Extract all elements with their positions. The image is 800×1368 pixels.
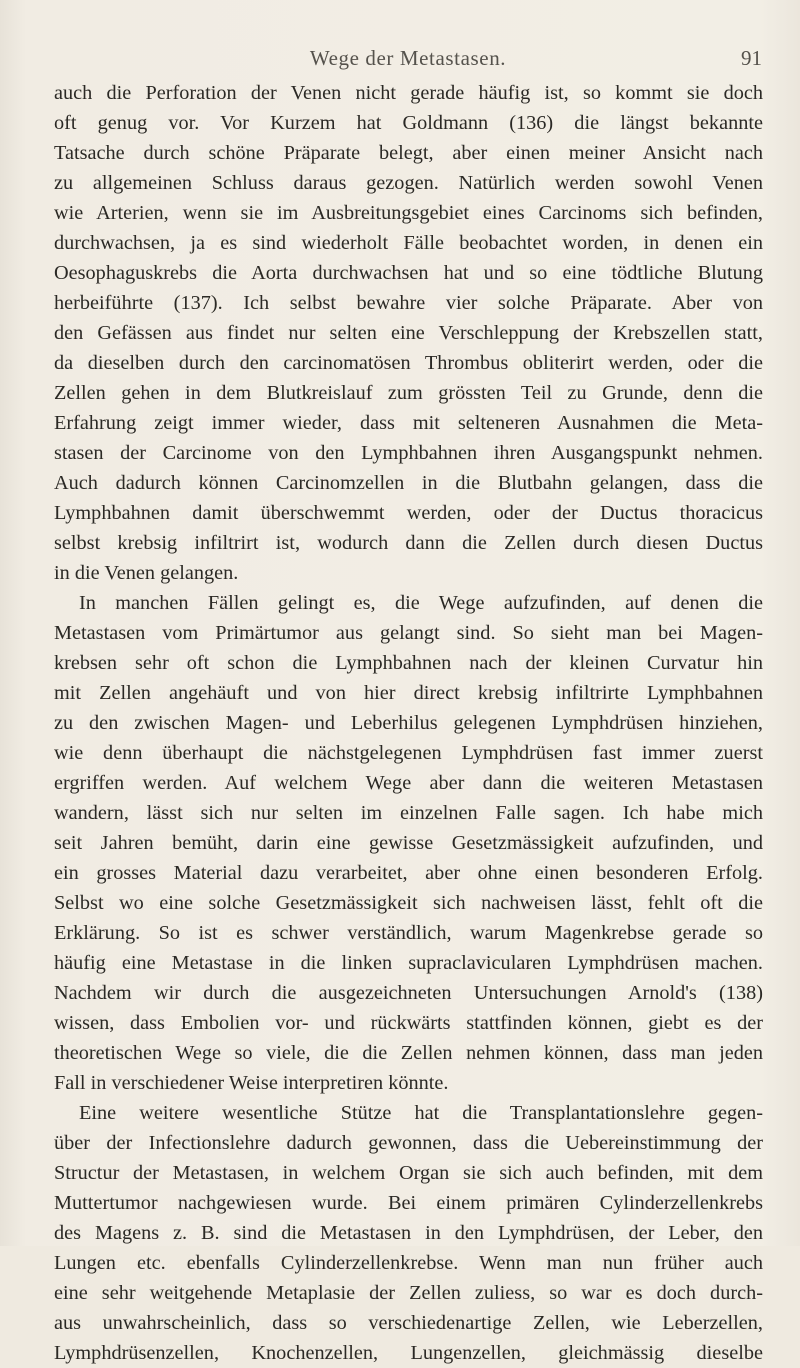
paragraph-start-line: In manchen Fällen gelingt es, die Wege aufzufinden, auf denen die: [79, 592, 763, 614]
text-line: seit Jahren bemüht, darin eine gewisse Gesetzmässigkeit aufzufinden, und: [54, 832, 763, 854]
text-line: herbeiführte (137). Ich selbst bewahre vier solche Präparate. Aber von: [54, 292, 763, 314]
text-line: durchwachsen, ja es sind wiederholt Fälle beobachtet worden, in denen ein: [54, 232, 763, 254]
text-line: wandern, lässt sich nur selten im einzelnen Falle sagen. Ich habe mich: [54, 802, 763, 824]
text-line: ein grosses Material dazu verarbeitet, aber ohne einen besonderen Erfolg.: [54, 862, 763, 884]
text-line: Tatsache durch schöne Präparate belegt, aber einen meiner Ansicht nach: [54, 142, 763, 164]
text-line: in die Venen gelangen.: [54, 562, 239, 584]
text-line: Erklärung. So ist es schwer verständlich, warum Magenkrebse gerade so: [54, 922, 763, 944]
text-line: wie Arterien, wenn sie im Ausbreitungsgebiet eines Carcinoms sich befinden,: [54, 202, 763, 224]
text-line: zu den zwischen Magen- und Leberhilus gelegenen Lymphdrüsen hinziehen,: [54, 712, 763, 734]
text-line: Nachdem wir durch die ausgezeichneten Untersuchungen Arnold's (138): [54, 982, 763, 1004]
text-line: krebsen sehr oft schon die Lymphbahnen nach der kleinen Curvatur hin: [54, 652, 763, 674]
text-line: selbst krebsig infiltrirt ist, wodurch dann die Zellen durch diesen Ductus: [54, 532, 763, 554]
body-text: [54, 78, 763, 1368]
paragraph-start-line: Eine weitere wesentliche Stütze hat die Transplantationslehre gegen-: [79, 1102, 763, 1124]
text-line: Muttertumor nachgewiesen wurde. Bei einem primären Cylinderzellenkrebs: [54, 1192, 763, 1214]
text-line: den Gefässen aus findet nur selten eine Verschleppung der Krebszellen statt,: [54, 322, 763, 344]
text-line: Oesophaguskrebs die Aorta durchwachsen hat und so eine tödtliche Blutung: [54, 262, 763, 284]
text-line: da dieselben durch den carcinomatösen Thrombus obliterirt werden, oder die: [54, 352, 763, 374]
text-line: wissen, dass Embolien vor- und rückwärts stattfinden können, giebt es der: [54, 1012, 763, 1034]
text-line: theoretischen Wege so viele, die die Zellen nehmen können, dass man jeden: [54, 1042, 763, 1064]
text-line: Lymphdrüsenzellen, Knochenzellen, Lungenzellen, gleichmässig dieselbe: [54, 1342, 763, 1364]
text-line: Lungen etc. ebenfalls Cylinderzellenkrebse. Wenn man nun früher auch: [54, 1252, 763, 1274]
page-number: 91: [741, 46, 762, 70]
text-line: oft genug vor. Vor Kurzem hat Goldmann (136) die längst bekannte: [54, 112, 763, 134]
text-line: eine sehr weitgehende Metaplasie der Zellen zuliess, so war es doch durch-: [54, 1282, 763, 1304]
text-line: Metastasen vom Primärtumor aus gelangt sind. So sieht man bei Magen-: [54, 622, 763, 644]
text-line: häufig eine Metastase in die linken supraclavicularen Lymphdrüsen machen.: [54, 952, 763, 974]
text-line: Lymphbahnen damit überschwemmt werden, oder der Ductus thoracicus: [54, 502, 763, 524]
text-line: Auch dadurch können Carcinomzellen in die Blutbahn gelangen, dass die: [54, 472, 763, 494]
text-line: über der Infectionslehre dadurch gewonnen, dass die Uebereinstimmung der: [54, 1132, 763, 1154]
text-line: Zellen gehen in dem Blutkreislauf zum grössten Teil zu Grunde, denn die: [54, 382, 763, 404]
text-line: zu allgemeinen Schluss daraus gezogen. Natürlich werden sowohl Venen: [54, 172, 763, 194]
text-line: Fall in verschiedener Weise interpretiren könnte.: [54, 1072, 449, 1094]
text-line: stasen der Carcinome von den Lymphbahnen ihren Ausgangspunkt nehmen.: [54, 442, 763, 464]
text-line: ergriffen werden. Auf welchem Wege aber dann die weiteren Metastasen: [54, 772, 763, 794]
text-line: Structur der Metastasen, in welchem Organ sie sich auch befinden, mit dem: [54, 1162, 763, 1184]
text-line: mit Zellen angehäuft und von hier direct krebsig infiltrirte Lymphbahnen: [54, 682, 763, 704]
text-line: Selbst wo eine solche Gesetzmässigkeit sich nachweisen lässt, fehlt oft die: [54, 892, 763, 914]
text-line: des Magens z. B. sind die Metastasen in den Lymphdrüsen, der Leber, den: [54, 1222, 763, 1244]
text-line: aus unwahrscheinlich, dass so verschiedenartige Zellen, wie Leberzellen,: [54, 1312, 763, 1334]
text-line: auch die Perforation der Venen nicht gerade häufig ist, so kommt sie doch: [54, 82, 763, 104]
page-header: [54, 46, 762, 76]
running-title: Wege der Metastasen.: [309, 46, 507, 70]
text-line: wie denn überhaupt die nächstgelegenen Lymphdrüsen fast immer zuerst: [54, 742, 763, 764]
text-line: Erfahrung zeigt immer wieder, dass mit selteneren Ausnahmen die Meta-: [54, 412, 763, 434]
